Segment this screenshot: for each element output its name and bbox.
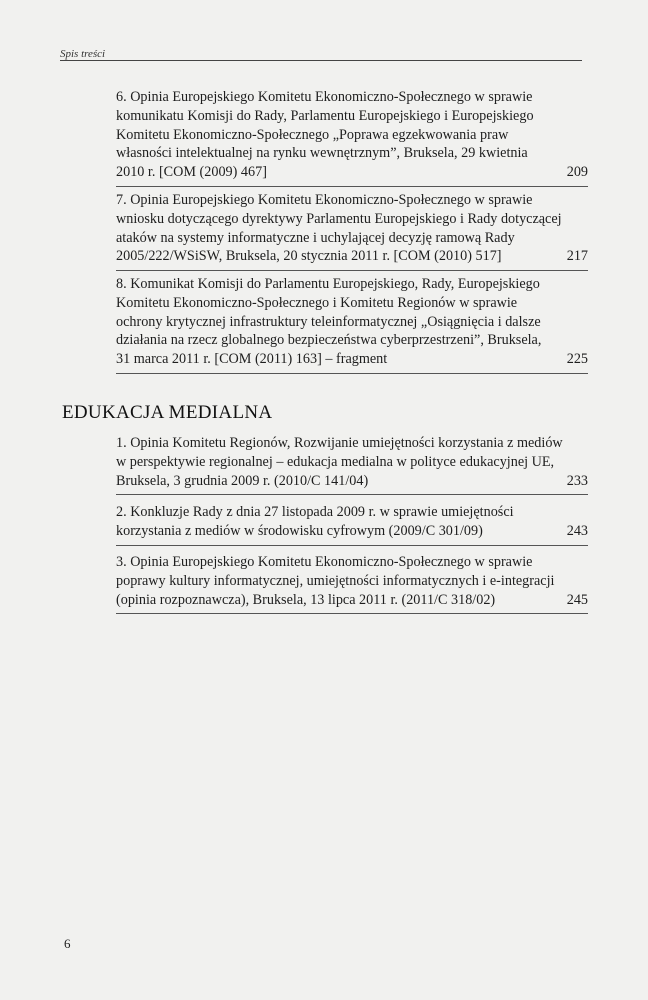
toc-entry	[116, 191, 588, 271]
toc-page-number: 233	[566, 472, 588, 489]
toc-entry-line: ochrony krytycznej infrastruktury teleinformatycznej „Osiągnięcia i dalsze	[116, 313, 541, 330]
toc-entry-last-line	[116, 247, 588, 266]
toc-page-number: 209	[566, 164, 588, 181]
toc-entry-last-line	[116, 163, 588, 182]
toc-entry-last-line	[116, 350, 588, 369]
toc-entry	[116, 503, 588, 546]
toc-entry-line: 8. Komunikat Komisji do Parlamentu Europejskiego, Rady, Europejskiego	[116, 276, 540, 292]
toc-entry-line: ataków na systemy informatyczne i uchylającej decyzję ramową Rady	[116, 229, 515, 246]
toc-entry-citation: 2005/222/WSiSW, Bruksela, 20 stycznia 2011 r. [COM (2010) 517]	[116, 248, 502, 265]
toc-entry-last-line	[116, 472, 588, 491]
toc-entry-citation: 2010 r. [COM (2009) 467]	[116, 164, 267, 181]
toc-page-number: 243	[566, 522, 588, 539]
toc-entry-citation: korzystania z mediów w środowisku cyfrowym (2009/C 301/09)	[116, 522, 483, 539]
toc-entry-citation: Bruksela, 3 grudnia 2009 r. (2010/C 141/04)	[116, 472, 369, 489]
toc-entry-citation: (opinia rozpoznawcza), Bruksela, 13 lipca 2011 r. (2011/C 318/02)	[116, 591, 496, 608]
toc-entry-line: 1. Opinia Komitetu Regionów, Rozwijanie umiejętności korzystania z mediów	[116, 435, 563, 451]
toc-entry-line: 3. Opinia Europejskiego Komitetu Ekonomiczno-Społecznego w sprawie	[116, 554, 533, 570]
toc-entry	[116, 553, 588, 614]
toc-entry-line: 6. Opinia Europejskiego Komitetu Ekonomiczno-Społecznego w sprawie	[116, 89, 533, 105]
toc-entry-line: własności intelektualnej na rynku wewnętrznym”, Bruksela, 29 kwietnia	[116, 145, 528, 162]
toc-entry-line: wniosku dotyczącego dyrektywy Parlamentu Europejskiego i Rady dotyczącej	[116, 210, 562, 227]
toc-entry-line: komunikatu Komisji do Rady, Parlamentu Europejskiego i Europejskiego	[116, 107, 534, 124]
toc-entry-line: Komitetu Ekonomiczno-Społecznego „Poprawa egzekwowania praw	[116, 126, 509, 143]
toc-entry-line: 2. Konkluzje Rady z dnia 27 listopada 2009 r. w sprawie umiejętności	[116, 504, 514, 520]
toc-entry-last-line	[116, 522, 588, 541]
toc-entry	[116, 434, 588, 495]
page-number: 6	[64, 936, 71, 951]
toc-entry-line: 7. Opinia Europejskiego Komitetu Ekonomiczno-Społecznego w sprawie	[116, 192, 533, 208]
toc-entry	[116, 88, 588, 187]
toc-page-number: 245	[566, 591, 588, 608]
toc-entry-line: Komitetu Ekonomiczno-Społecznego i Komitetu Regionów w sprawie	[116, 294, 518, 311]
toc-entry-citation: 31 marca 2011 r. [COM (2011) 163] – fragment	[116, 351, 388, 368]
toc-entry-last-line	[116, 591, 588, 610]
running-head: Spis treści	[60, 48, 106, 60]
toc-entry-line: w perspektywie regionalnej – edukacja medialna w polityce edukacyjnej UE,	[116, 453, 555, 470]
header-rule	[60, 60, 582, 61]
toc-page-number: 225	[566, 351, 588, 368]
toc-entry	[116, 275, 588, 374]
toc-entry-line: działania na rzecz globalnego bezpieczeństwa cyberprzestrzeni”, Bruksela,	[116, 332, 542, 349]
toc-page-number: 217	[566, 248, 588, 265]
toc-entry-line: poprawy kultury informatycznej, umiejętności informatycznych i e-integracji	[116, 572, 555, 589]
section-heading: EDUKACJA MEDIALNA	[62, 402, 273, 423]
